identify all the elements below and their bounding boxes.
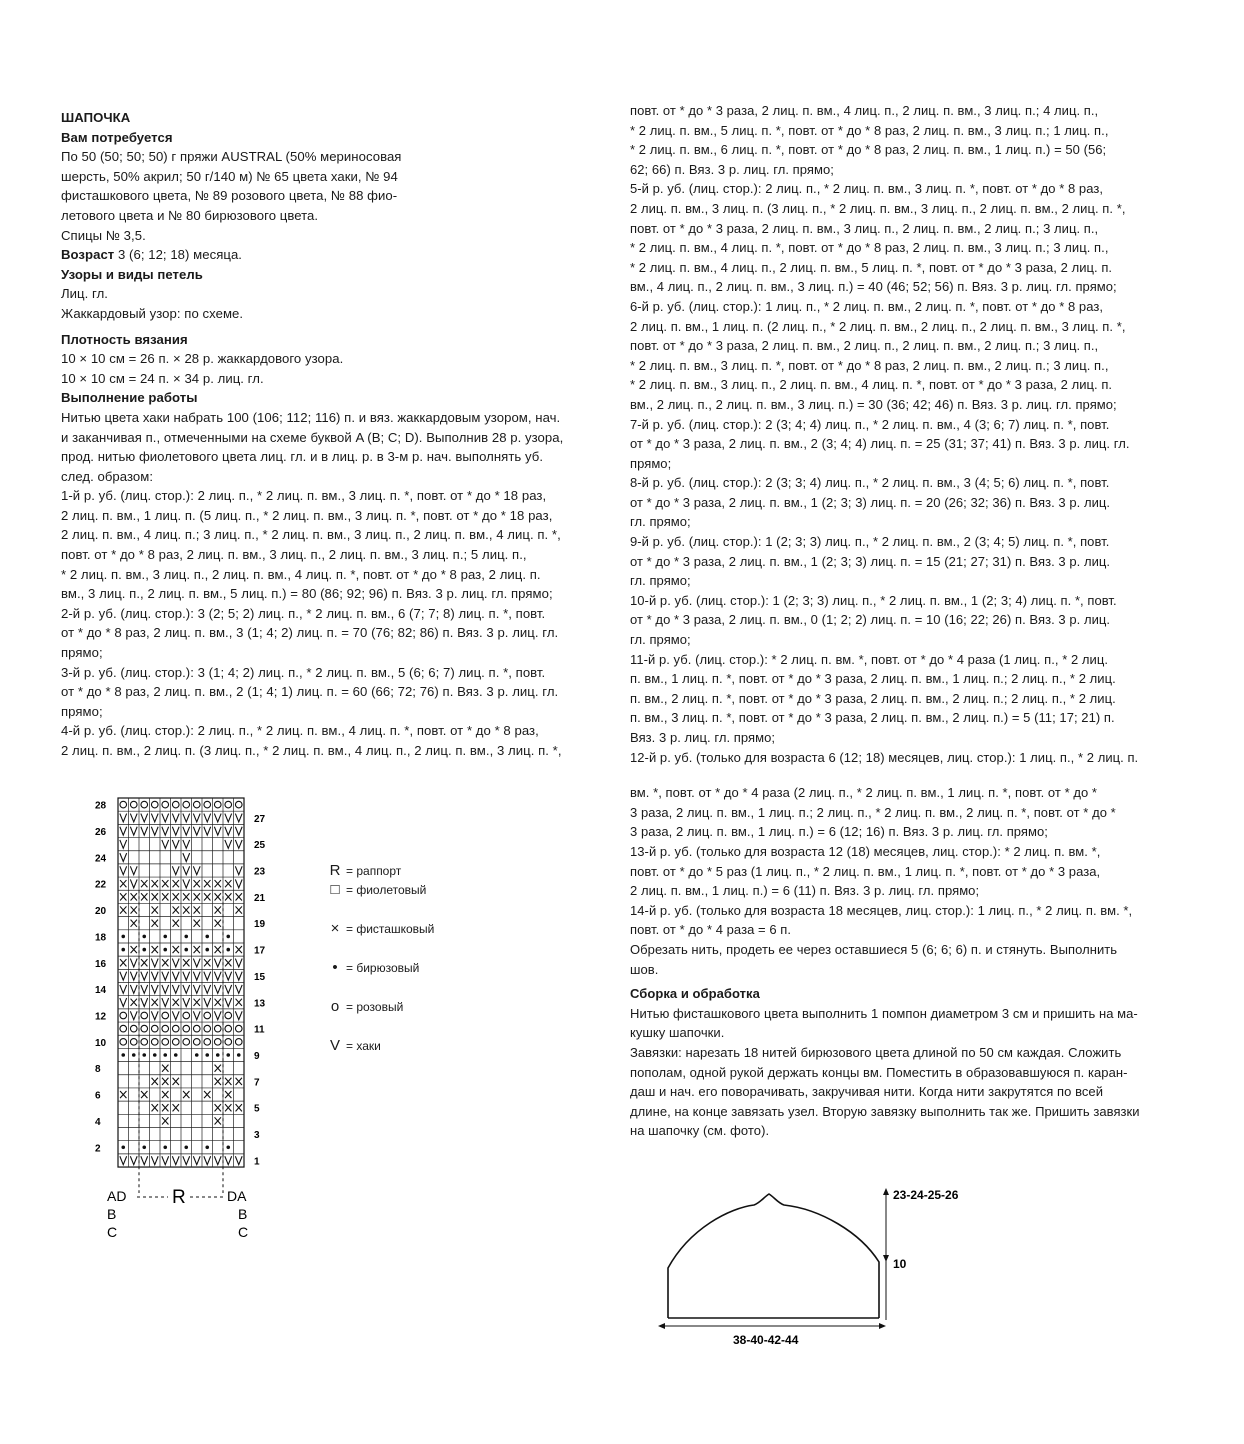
instruction-line: прямо; [61, 645, 103, 661]
instruction-line: п. вм., 1 лиц. п. *, повт. от * до * 3 раза, 2 лиц. п. вм., 1 лиц. п.; 2 лиц. п., * 2 лиц. [630, 671, 1116, 687]
row-number: 2 [95, 1143, 101, 1155]
instruction-line: 2 лиц. п. вм., 1 лиц. п. (5 лиц. п., * 2 лиц. п. вм., 3 лиц. п. *, повт. от * до * 18 раз, [61, 507, 553, 523]
needs-line: По 50 (50; 50; 50) г пряжи AUSTRAL (50% мериносовая [61, 149, 402, 165]
instruction-line: повт. от * до * 4 раза = 6 п. [630, 922, 792, 938]
instruction-line: след. образом: [61, 468, 154, 484]
hat-outline [668, 1194, 879, 1318]
needs-line: летового цвета и № 80 бирюзового цвета. [61, 207, 319, 223]
instruction-line: 8-й р. уб. (лиц. стор.): 2 (3; 3; 4) лиц. п., * 2 лиц. п. вм., 3 (4; 5; 6) лиц. п. *, повт. [630, 475, 1110, 491]
instruction-line: Вяз. 3 р. лиц. гл. прямо; [630, 730, 776, 745]
needs-line: фисташкового цвета, № 89 розового цвета, № 88 фио- [61, 188, 398, 204]
row-number: 10 [95, 1037, 107, 1049]
assembly-line: длине, на конце завязать узел. Вторую завязку выполнить так же. Пришить завязки [630, 1103, 1140, 1119]
bottom-label-b: B [238, 1206, 248, 1222]
patterns-line: Жаккардовый узор: по схеме. [61, 305, 244, 321]
hat-height-label: 10 [893, 1257, 907, 1271]
row-number: 14 [95, 985, 107, 997]
instruction-line: от * до * 8 раз, 2 лиц. п. вм., 3 (1; 4; 2) лиц. п. = 70 (76; 82; 86) п. Вяз. 3 р. лиц. гл. [61, 625, 559, 641]
needs-heading: Вам потребуется [61, 129, 173, 145]
work-heading: Выполнение работы [61, 390, 198, 406]
row-number: 16 [95, 958, 107, 970]
row-number: 11 [254, 1024, 265, 1036]
instruction-line: от * до * 3 раза, 2 лиц. п. вм., 1 (2; 3; 3) лиц. п. = 20 (26; 32; 36) п. Вяз. 3 р. лиц. [630, 494, 1111, 510]
row-number: 19 [254, 919, 266, 931]
legend-text: = фиолетовый [346, 882, 427, 897]
instruction-line: гл. прямо; [630, 632, 691, 648]
instruction-line: 2 лиц. п. вм., 2 лиц. п. (3 лиц. п., * 2 лиц. п. вм., 4 лиц. п., 2 лиц. п. вм., 3 лиц. п. *, [61, 743, 562, 758]
instruction-line: * 2 лиц. п. вм., 5 лиц. п. *, повт. от * до * 8 раз, 2 лиц. п. вм., 3 лиц. п.; 1 лиц. п., [630, 122, 1109, 138]
row-number: 7 [254, 1077, 260, 1089]
instruction-line: 3 раза, 2 лиц. п. вм., 1 лиц. п.; 2 лиц. п., * 2 лиц. п. вм., 2 лиц. п. *, повт. от * до * [630, 804, 1116, 820]
instruction-line: 7-й р. уб. (лиц. стор.): 2 (3; 4; 4) лиц. п., * 2 лиц. п. вм., 4 (3; 6; 7) лиц. п. *, повт. [630, 416, 1110, 432]
legend-symbol: × [330, 920, 340, 937]
row-number: 20 [95, 906, 107, 918]
instruction-line: * 2 лиц. п. вм., 6 лиц. п. *, повт. от * до * 8 раз, 2 лиц. п. вм., 1 лиц. п.) = 50 (56; [630, 142, 1107, 158]
row-number: 13 [254, 998, 266, 1010]
assembly-line: Нитью фисташкового цвета выполнить 1 помпон диаметром 3 см и пришить на ма- [630, 1005, 1138, 1021]
instruction-line: 4-й р. уб. (лиц. стор.): 2 лиц. п., * 2 лиц. п. вм., 4 лиц. п. *, повт. от * до * 8 раз, [61, 723, 539, 739]
bottom-label-c: C [107, 1224, 118, 1240]
instruction-line: 1-й р. уб. (лиц. стор.): 2 лиц. п., * 2 лиц. п. вм., 3 лиц. п. *, повт. от * до * 18 раз, [61, 488, 547, 504]
instruction-line: * 2 лиц. п. вм., 3 лиц. п., 2 лиц. п. вм., 4 лиц. п. *, повт. от * до * 8 раз, 2 лиц. п. [61, 566, 541, 582]
instruction-line: от * до * 3 раза, 2 лиц. п. вм., 1 (2; 3; 3) лиц. п. = 15 (21; 27; 31) п. Вяз. 3 р. лиц. [630, 553, 1111, 569]
instruction-line: прямо; [61, 703, 103, 719]
instruction-line: Нитью цвета хаки набрать 100 (106; 112; 116) п. и вяз. жаккардовым узором, нач. [61, 409, 561, 425]
instruction-line: вм., 2 лиц. п., 2 лиц. п. вм., 3 лиц. п.) = 30 (36; 42; 46) п. Вяз. 3 р. лиц. гл. прямо; [630, 396, 1117, 412]
instruction-line: * 2 лиц. п. вм., 3 лиц. п., 2 лиц. п. вм., 4 лиц. п. *, повт. от * до * 3 раза, 2 лиц. п. [630, 377, 1113, 393]
row-number: 27 [254, 813, 266, 825]
row-number: 25 [254, 840, 266, 852]
instruction-line: 2 лиц. п. вм., 3 лиц. п. (3 лиц. п., * 2 лиц. п. вм., 3 лиц. п., 2 лиц. п. вм., 2 лиц. п. *, [630, 200, 1126, 216]
instruction-line: 13-й р. уб. (только для возраста 12 (18) месяцев, лиц. стор.): * 2 лиц. п. вм. *, [630, 843, 1101, 859]
instruction-line: прямо; [630, 455, 672, 471]
row-number: 22 [95, 879, 107, 891]
height-arrow-mid [883, 1255, 889, 1262]
width-arrow-right [879, 1323, 886, 1329]
width-arrow-left [658, 1323, 665, 1329]
legend-symbol: o [330, 998, 340, 1015]
patterns-line: Лиц. гл. [61, 286, 108, 302]
row-number: 5 [254, 1103, 260, 1115]
instruction-line: 10-й р. уб. (лиц. стор.): 1 (2; 3; 3) лиц. п., * 2 лиц. п. вм., 1 (2; 3; 4) лиц. п. *, повт. [630, 592, 1117, 608]
instruction-line: повт. от * до * 5 раз (1 лиц. п., * 2 лиц. п. вм., 1 лиц. п. *, повт. от * до * 3 раза, [630, 863, 1101, 879]
instruction-line: 5-й р. уб. (лиц. стор.): 2 лиц. п., * 2 лиц. п. вм., 3 лиц. п. *, повт. от * до * 8 раз, [630, 181, 1104, 197]
needs-line: шерсть, 50% акрил; 50 г/140 м) № 65 цвета хаки, № 94 [61, 168, 398, 184]
row-number: 3 [254, 1130, 260, 1142]
instruction-line: 2-й р. уб. (лиц. стор.): 3 (2; 5; 2) лиц. п., * 2 лиц. п. вм., 6 (7; 7; 8) лиц. п. *, повт. [61, 605, 546, 621]
instruction-line: 12-й р. уб. (только для возраста 6 (12; 18) месяцев, лиц. стор.): 1 лиц. п., * 2 лиц. п. [630, 749, 1139, 765]
instruction-line: * 2 лиц. п. вм., 4 лиц. п., 2 лиц. п. вм., 5 лиц. п. *, повт. от * до * 3 раза, 2 лиц. п. [630, 259, 1113, 275]
instruction-line: 2 лиц. п. вм., 1 лиц. п.) = 6 (11) п. Вяз. 3 р. лиц. гл. прямо; [630, 883, 980, 899]
legend-text: = розовый [346, 999, 404, 1014]
instruction-line: повт. от * до * 3 раза, 2 лиц. п. вм., 3 лиц. п., 2 лиц. п. вм., 2 лиц. п.; 3 лиц. п., [630, 220, 1099, 236]
instruction-line: от * до * 3 раза, 2 лиц. п. вм., 2 (3; 4; 4) лиц. п. = 25 (31; 37; 41) п. Вяз. 3 р. лиц. гл. [630, 436, 1130, 452]
legend-text: = раппорт [346, 863, 402, 878]
instruction-line: п. вм., 2 лиц. п. *, повт. от * до * 3 раза, 2 лиц. п. вм., 2 лиц. п.; 2 лиц. п., * 2 лиц. [630, 690, 1116, 706]
density-line: 10 × 10 см = 26 п. × 28 р. жаккардового узора. [61, 351, 344, 367]
needs-line: Спицы № 3,5. [61, 227, 146, 243]
assembly-line: пополам, одной рукой держать концы вм. Поместить в образовавшуюся п. каран- [630, 1064, 1128, 1080]
instruction-line: * 2 лиц. п. вм., 4 лиц. п. *, повт. от * до * 8 раз, 2 лиц. п. вм., 3 лиц. п.; 3 лиц. п., [630, 240, 1109, 256]
height-arrow-top [883, 1188, 889, 1195]
bottom-label-c: C [238, 1224, 249, 1240]
legend-symbol: R [329, 862, 341, 879]
instruction-line: 3 раза, 2 лиц. п. вм., 1 лиц. п.) = 6 (12; 16) п. Вяз. 3 р. лиц. гл. прямо; [630, 824, 1048, 840]
legend-symbol: □ [330, 881, 340, 898]
instruction-line: 11-й р. уб. (лиц. стор.): * 2 лиц. п. вм. *, повт. от * до * 4 раза (1 лиц. п., * 2 лиц. [630, 651, 1109, 667]
instruction-line: * 2 лиц. п. вм., 3 лиц. п. *, повт. от * до * 8 раз, 2 лиц. п. вм., 2 лиц. п.; 3 лиц. п., [630, 357, 1109, 373]
instruction-line: вм. *, повт. от * до * 4 раза (2 лиц. п., * 2 лиц. п. вм., 1 лиц. п. *, повт. от * до * [630, 785, 1098, 801]
age-value: 3 (6; 12; 18) месяца. [114, 247, 243, 263]
patterns-heading: Узоры и виды петель [61, 266, 203, 282]
instruction-line: от * до * 8 раз, 2 лиц. п. вм., 2 (1; 4; 1) лиц. п. = 60 (66; 72; 76) п. Вяз. 3 р. лиц. гл. [61, 684, 559, 700]
assembly-line: на шапочку (см. фото). [630, 1123, 770, 1139]
legend-symbol: • [332, 959, 338, 976]
instruction-line: повт. от * до * 3 раза, 2 лиц. п. вм., 2 лиц. п., 2 лиц. п. вм., 2 лиц. п.; 3 лиц. п., [630, 338, 1099, 354]
page-title: ШАПОЧКА [61, 110, 131, 125]
density-heading: Плотность вязания [61, 331, 188, 347]
assembly-line: кушку шапочки. [630, 1025, 725, 1041]
hat-width-label: 38-40-42-44 [733, 1333, 799, 1347]
instruction-line: повт. от * до * 8 раз, 2 лиц. п. вм., 3 лиц. п., 2 лиц. п. вм., 3 лиц. п.; 5 лиц. п., [61, 547, 527, 563]
assembly-line: даш и нач. его поворачивать, закручивая нити. Когда нити закрутятся по всей [630, 1084, 1104, 1100]
bottom-label-ad: AD [107, 1188, 127, 1204]
repeat-label: R [172, 1187, 186, 1208]
assembly-line: Завязки: нарезать 18 нитей бирюзового цвета длиной по 50 см каждая. Сложить [630, 1044, 1122, 1060]
row-number: 23 [254, 866, 266, 878]
instruction-line: 6-й р. уб. (лиц. стор.): 1 лиц. п., * 2 лиц. п. вм., 2 лиц. п. *, повт. от * до * 8 раз, [630, 298, 1104, 314]
row-number: 8 [95, 1064, 101, 1076]
instruction-line: гл. прямо; [630, 573, 691, 589]
instruction-line: вм., 3 лиц. п., 2 лиц. п. вм., 5 лиц. п.) = 80 (86; 92; 96) п. Вяз. 3 р. лиц. гл. прямо; [61, 586, 553, 602]
density-line: 10 × 10 см = 24 п. × 34 р. лиц. гл. [61, 370, 264, 386]
instruction-line: от * до * 3 раза, 2 лиц. п. вм., 0 (1; 2; 2) лиц. п. = 10 (16; 22; 26) п. Вяз. 3 р. лиц. [630, 612, 1111, 628]
row-number: 1 [254, 1156, 260, 1168]
row-number: 12 [95, 1011, 107, 1023]
instruction-line: шов. [630, 961, 659, 977]
instruction-line: повт. от * до * 3 раза, 2 лиц. п. вм., 4 лиц. п., 2 лиц. п. вм., 3 лиц. п.; 4 лиц. п., [630, 103, 1099, 118]
row-number: 6 [95, 1090, 101, 1102]
assembly-heading: Сборка и обработка [630, 986, 760, 1002]
legend-text: = фисташковый [346, 921, 435, 936]
instruction-line: 2 лиц. п. вм., 1 лиц. п. (2 лиц. п., * 2 лиц. п. вм., 2 лиц. п., 2 лиц. п. вм., 3 лиц. п. *, [630, 318, 1126, 334]
instruction-line: 62; 66) п. Вяз. 3 р. лиц. гл. прямо; [630, 161, 834, 177]
bottom-label-b: B [107, 1206, 117, 1222]
row-number: 4 [95, 1116, 101, 1128]
instruction-line: 3-й р. уб. (лиц. стор.): 3 (1; 4; 2) лиц. п., * 2 лиц. п. вм., 5 (6; 6; 7) лиц. п. *, повт. [61, 664, 546, 680]
instruction-line: вм., 4 лиц. п., 2 лиц. п. вм., 3 лиц. п.) = 40 (46; 52; 56) п. Вяз. 3 р. лиц. гл. прямо; [630, 279, 1117, 295]
row-number: 21 [254, 892, 266, 904]
hat-top-label: 23-24-25-26 [893, 1188, 959, 1202]
legend-symbol: V [329, 1037, 340, 1054]
legend-text: = хаки [346, 1038, 381, 1053]
legend-text: = бирюзовый [346, 960, 420, 975]
instruction-line: 2 лиц. п. вм., 4 лиц. п.; 3 лиц. п., * 2 лиц. п. вм., 3 лиц. п., 2 лиц. п. вм., 4 лиц. п. *, [61, 527, 561, 543]
instruction-line: 9-й р. уб. (лиц. стор.): 1 (2; 3; 3) лиц. п., * 2 лиц. п. вм., 2 (3; 4; 5) лиц. п. *, повт. [630, 534, 1110, 550]
instruction-line: 14-й р. уб. (только для возраста 18 месяцев, лиц. стор.): 1 лиц. п., * 2 лиц. п. вм. *, [630, 902, 1133, 918]
row-number: 9 [254, 1051, 260, 1063]
row-number: 28 [95, 800, 107, 812]
row-number: 17 [254, 945, 266, 957]
row-number: 24 [95, 853, 107, 865]
age-label: Возраст [61, 247, 115, 263]
row-number: 26 [95, 826, 107, 838]
instruction-line: Обрезать нить, продеть ее через оставшиеся 5 (6; 6; 6) п. и стянуть. Выполнить [630, 941, 1118, 957]
row-number: 18 [95, 932, 107, 944]
instruction-line: прод. нитью фиолетового цвета лиц. гл. и в лиц. р. в 3-м р. нач. выполнять уб. [61, 449, 544, 465]
instruction-line: гл. прямо; [630, 514, 691, 530]
instruction-line: и заканчивая п., отмеченными на схеме буквой A (B; C; D). Выполнив 28 р. узора, [61, 429, 564, 445]
row-number: 15 [254, 971, 266, 983]
instruction-line: п. вм., 3 лиц. п. *, повт. от * до * 3 раза, 2 лиц. п. вм., 2 лиц. п.) = 5 (11; 17; 21) п. [630, 710, 1115, 726]
bottom-label-da: DA [227, 1188, 247, 1204]
